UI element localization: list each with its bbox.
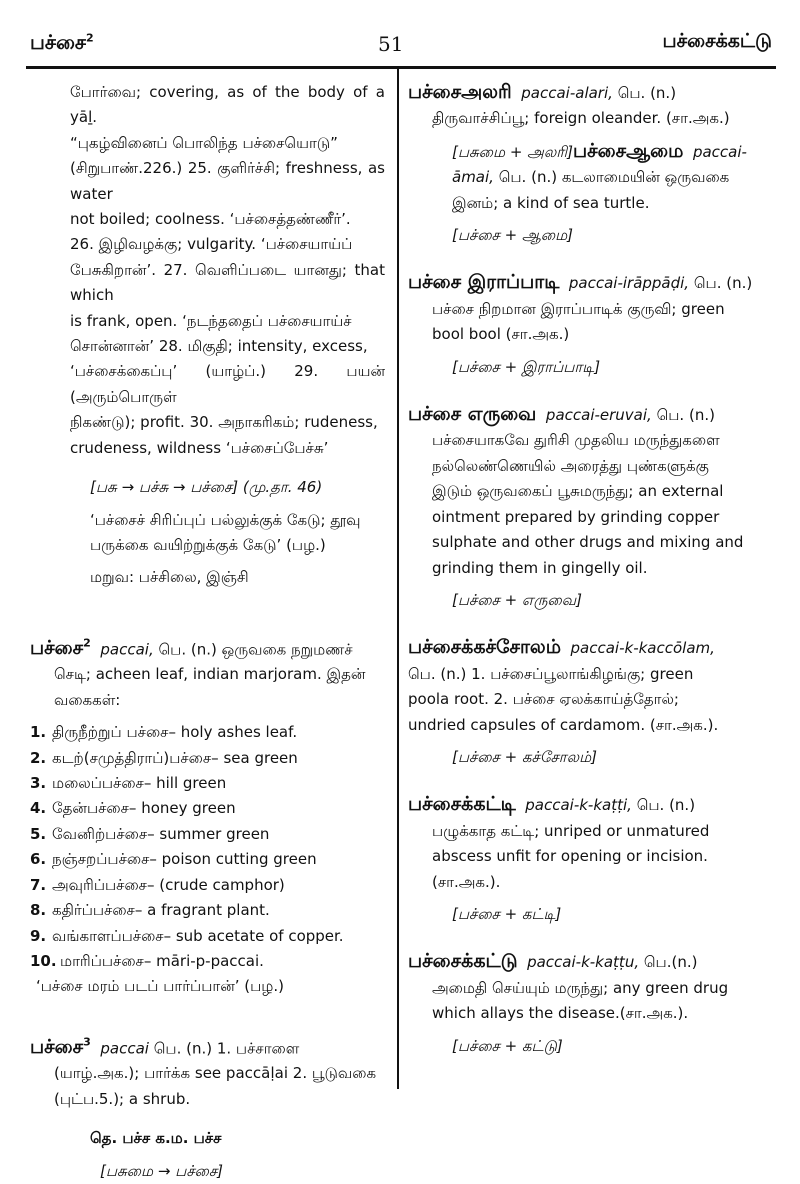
list-item: 4. தேன்பச்சை– honey green [30,799,236,818]
transliteration: paccai-k-kaṭṭu, [527,953,640,972]
transliteration: paccai, [100,640,154,659]
etymology: [பசுமை → பச்சை] [100,1161,223,1180]
list-item: 1. திருநீற்றுப் பச்சை– holy ashes leaf. [30,723,298,742]
text-line: (யாழ்.அக.); பார்க்க see paccāḷai 2. பூடுவகை [54,1064,377,1083]
text-line: பெ. (n.) கடலாமையின் ஒருவகை [498,168,730,187]
text-line: அமைதி செய்யும் மருந்து; any green drug [432,978,729,997]
variety-list [30,720,385,974]
running-head-left [30,30,94,57]
entry-paccai-alari [408,80,774,132]
text-line: பருக்கை வயிற்றுக்குக் கேடு’ (பழ.) [90,535,326,554]
entry-paccai-3 [30,1030,385,1184]
column-divider [397,69,399,1089]
text-line: bool bool (சா.அக.) [432,325,570,344]
text-line: which allays the disease.(சா.அக.). [432,1004,689,1023]
text-line: இனம்; a kind of sea turtle. [452,193,650,212]
text-line: (புட்ப.5.); a shrub. [54,1089,191,1108]
headword-text: பச்சை [30,637,84,660]
text-line: ‘பச்சைச் சிரிப்புப் பல்லுக்குக் கேடு; தூவு [90,510,361,529]
left-column [30,80,385,1184]
headword: பச்சைக்கட்டு [408,950,518,973]
text-line: பெ. (n.) 1. பச்சைப்பூலாங்கிழங்கு; green [408,664,694,683]
entry-paccai-irappadi [408,270,774,380]
list-item: 6. நஞ்சறப்பச்சை– poison cutting green [30,850,317,869]
transliteration: paccai-alari, [521,84,613,102]
transliteration-cont: āmai, [452,168,494,187]
synonyms: மறுவ: பச்சிலை, இஞ்சி [90,568,249,587]
text-line: பேசுகிறான்’. 27. வெளிப்படை யானது; that which [70,260,385,305]
text-line: ‘பச்சைக்கைப்பு’ (யாழ்ப்.) 29. பயன் (அரும்பொருள் [70,362,385,406]
text-line: undried capsules of cardamom. (சா.அக.). [408,715,719,734]
page-number: 51 [378,32,404,56]
grammar: பெ. (n.) [693,274,753,293]
text-line: இடும் ஒருவகைப் பூசுமருந்து; an external [432,482,724,501]
etymology: [பச்சை + கச்சோலம்] [452,747,597,766]
text-line: நல்லெண்ணெயில் அரைத்து புண்களுக்கு [432,456,709,475]
list-item: 3. மலைப்பச்சை– hill green [30,774,227,793]
entry-paccai-eruvai [408,402,774,613]
text-line: is frank, open. ‘நடந்ததைப் பச்சையாய்ச் [70,311,352,330]
entry-paccai-amai [408,139,774,249]
list-item: 5. வேனிற்பச்சை– summer green [30,824,270,843]
etymology: [பச்சை + இராப்பாடி] [452,357,601,376]
text-line: பச்சையாகவே துரிசி முதலிய மருந்துகளை [432,431,720,450]
grammar: பெ. (n.) [636,796,696,815]
text-line: போர்வை; covering, as of the body of a yāḻ. [70,83,385,127]
entry-paccai-2 [30,631,385,1000]
text-line: வகைகள்: [54,690,121,709]
text-line: sulphate and other drugs and mixing and [432,533,744,552]
transliteration: paccai [100,1039,149,1058]
grammar: பெ. (n.) [656,406,715,425]
text-line: poola root. 2. பச்சை ஏலக்காய்த்தோல்; [408,690,679,709]
etymology: [பச்சை + ஆமை] [452,226,574,245]
running-head-right: பச்சைக்கட்டு [662,30,772,52]
text-line: (சா.அக.). [432,872,501,891]
entry-paccai-k-kaccolam [408,635,774,770]
etymology: [பச்சை + எருவை] [452,590,582,609]
text-line: பழுக்காத கட்டி; unriped or unmatured [432,821,710,840]
headword [30,637,91,659]
text-line: செடி; acheen leaf, indian marjoram. இதன் [54,665,366,684]
proverb: ‘பச்சை மரம் படப் பார்ப்பான்’ (பழ.) [36,977,284,996]
transliteration: paccai-k-kaccōlam, [570,639,715,658]
text-line: crudeness, wildness ‘பச்சைப்பேச்சு’ [70,438,329,457]
text-line: 26. இழிவழக்கு; vulgarity. ‘பச்சையாய்ப் [70,235,353,254]
grammar: பெ. (n.) [617,84,677,102]
list-item: 7. அவுரிப்பச்சை– (crude camphor) [30,875,285,894]
etymology: [பச்சை + கட்டு] [452,1036,563,1055]
headword: பச்சைஅலரி [408,81,512,103]
text-line: சொன்னான்’ 28. மிகுதி; intensity, excess, [70,337,368,356]
right-column [408,80,774,1059]
text-line: நிகண்டு); profit. 30. அநாகரிகம்; rudeness, [70,413,378,432]
headword: பச்சைஆமை [572,139,684,162]
etymology: [பசு → பச்சு → பச்சை] (மு.தா. 46) [90,478,323,497]
headword: பச்சைக்கச்சோலம் [408,636,561,659]
grammar: பெ.(n.) [643,953,698,972]
list-item: 2. கடற்(சமுத்திராப்)பச்சை– sea green [30,748,298,767]
headword: பச்சை இராப்பாடி [408,271,560,294]
text-line: “புகழ்வினைப் பொலிந்த பச்சையொடு” [70,133,338,152]
page-header [0,0,800,68]
headword [30,1036,91,1058]
list-item: 9. வங்காளப்பச்சை– sub acetate of copper. [30,926,344,945]
headword-superscript: 2 [83,636,91,650]
headword: பச்சைக்கட்டி [408,793,516,816]
entry-paccai-k-katti [408,792,774,927]
etymology: [பச்சை + கட்டி] [452,904,562,923]
headword-superscript: 3 [83,1035,91,1049]
text-line: grinding them in gingelly oil. [432,558,648,577]
text-line: பச்சை நிறமான இராப்பாடிக் குருவி; green [432,299,725,318]
entry-paccai-k-kattu [408,949,774,1059]
list-item: 8. கதிர்ப்பச்சை– a fragrant plant. [30,901,270,920]
header-rule [26,66,776,69]
text-line: ointment prepared by grinding copper [432,507,720,526]
transliteration: paccai-irāppāḍi, [568,274,690,293]
grammar-and-meaning: பெ. (n.) 1. பச்சாளை [153,1039,300,1058]
headword-text: பச்சை [30,1036,84,1059]
text-line: abscess unfit for opening or incision. [432,847,708,866]
transliteration: paccai-eruvai, [545,406,652,425]
text-line: திருவாச்சிப்பூ; foreign oleander. (சா.அக.) [432,109,730,128]
text-line: not boiled; coolness. ‘பச்சைத்தண்ணீர்’. [70,210,351,229]
continued-entry [30,80,385,461]
headword: பச்சை எருவை [408,403,537,426]
proverb [30,508,385,559]
text-line: (சிறுபாண்.226.) 25. குளிர்ச்சி; freshness, as water [70,159,385,203]
transliteration: paccai- [692,142,747,161]
list-item: 10. மாரிப்பச்சை– māri-p-paccai. [30,951,264,970]
running-head-left-sup: 2 [85,31,94,45]
cognates: தெ. பச்ச க.ம. பச்ச [90,1129,222,1148]
transliteration: paccai-k-kaṭṭi, [525,796,632,815]
running-head-left-word: பச்சை [30,30,86,54]
etymology: [பசுமை + அலரி] [452,142,573,161]
grammar-and-meaning: பெ. (n.) ஒருவகை நறுமணச் [158,640,353,659]
